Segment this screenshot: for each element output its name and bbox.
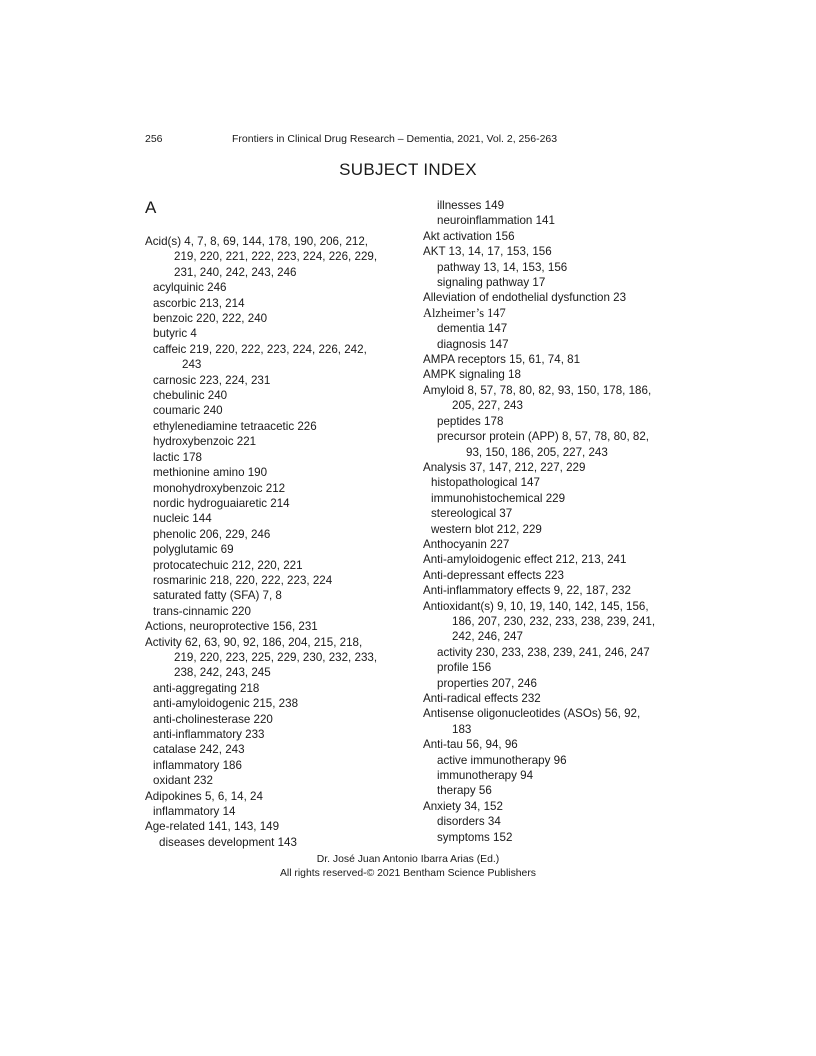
index-subentry (145, 758, 400, 773)
index-entry (423, 290, 688, 305)
index-subentry (145, 835, 400, 850)
entry-text: Anxiety 34, 152 (423, 799, 503, 813)
entry-text: Anti-radical effects 232 (423, 692, 541, 705)
entry-text: polyglutamic 69 (153, 543, 234, 557)
entry-text: nucleic 144 (153, 512, 212, 526)
entry-text: saturated fatty (SFA) 7, 8 (153, 589, 282, 603)
index-subentry (423, 676, 688, 691)
index-subentry (423, 275, 688, 290)
page-title: SUBJECT INDEX (339, 160, 477, 179)
entry-text: oxidant 232 (153, 774, 213, 788)
entry-continuation: 219, 220, 221, 222, 223, 224, 226, 229, (174, 250, 378, 264)
index-subentry (145, 326, 400, 341)
entry-text: neuroinflammation 141 (437, 214, 555, 228)
index-subentry (145, 280, 400, 295)
page-number: 256 (145, 133, 163, 145)
entry-text: anti-amyloidogenic 215, 238 (153, 697, 299, 711)
index-subentry (145, 496, 400, 511)
entry-text: ascorbic 213, 214 (153, 296, 245, 310)
index-entry (145, 635, 400, 681)
index-entry (423, 460, 688, 475)
entry-continuation: 219, 220, 223, 225, 229, 230, 232, 233, (174, 650, 378, 664)
index-subentry (423, 660, 688, 675)
index-subentry (145, 542, 400, 557)
entry-text: Analysis 37, 147, 212, 227, 229 (423, 460, 586, 474)
entry-continuation: 93, 150, 186, 205, 227, 243 (466, 445, 608, 459)
entry-text: diseases development 143 (159, 835, 297, 849)
index-subentry (423, 321, 688, 336)
index-entry (423, 706, 688, 737)
entry-text: methionine amino 190 (153, 466, 268, 480)
index-subentry (145, 388, 400, 403)
entry-text: immunohistochemical 229 (431, 491, 566, 505)
entry-continuation: 183 (452, 722, 472, 736)
index-subentry (145, 773, 400, 788)
entry-text: Adipokines 5, 6, 14, 24 (145, 789, 263, 803)
index-subentry (145, 558, 400, 573)
entry-text: trans-cinnamic 220 (153, 604, 251, 618)
index-entry (423, 552, 688, 567)
entry-text: western blot 212, 229 (431, 522, 542, 536)
entry-text: precursor protein (APP) 8, 57, 78, 80, 82, (437, 430, 650, 444)
index-entry (423, 367, 688, 382)
entry-text: Age-related 141, 143, 149 (145, 820, 280, 834)
entry-text: phenolic 206, 229, 246 (153, 527, 271, 541)
entry-text: ethylenediamine tetraacetic 226 (153, 419, 317, 433)
index-entry (423, 383, 688, 414)
entry-text: Akt activation 156 (423, 229, 515, 243)
index-entry (423, 799, 688, 814)
index-entry (423, 306, 688, 321)
entry-text: Antisense oligonucleotides (ASOs) 56, 92, (423, 707, 641, 721)
entry-text: Amyloid 8, 57, 78, 80, 82, 93, 150, 178, 186, (423, 383, 652, 397)
entry-text: hydroxybenzoic 221 (153, 435, 257, 449)
entry-text: pathway 13, 14, 153, 156 (437, 260, 568, 274)
index-subentry (145, 450, 400, 465)
entry-text: chebulinic 240 (153, 389, 228, 403)
entry-text: acylquinic 246 (153, 281, 227, 295)
entry-text: activity 230, 233, 238, 239, 241, 246, 247 (437, 645, 650, 659)
index-subentry (145, 588, 400, 603)
index-entry (145, 789, 400, 804)
entry-continuation: 243 (182, 358, 202, 372)
index-subentry (423, 522, 688, 537)
index-subentry (145, 712, 400, 727)
index-subentry (145, 419, 400, 434)
index-subentry (145, 804, 400, 819)
index-entry (423, 537, 688, 552)
entry-text: profile 156 (437, 661, 492, 675)
entry-text: active immunotherapy 96 (437, 753, 567, 767)
entry-text: AMPA receptors 15, 61, 74, 81 (423, 353, 581, 367)
index-subentry (423, 768, 688, 783)
entry-continuation: 231, 240, 242, 243, 246 (174, 265, 297, 279)
section-letter: A (145, 198, 157, 217)
index-entry (145, 619, 400, 634)
entry-text: Anthocyanin 227 (423, 537, 510, 551)
entry-text: stereological 37 (431, 507, 513, 521)
index-subentry (145, 465, 400, 480)
entry-text: butyric 4 (153, 327, 197, 341)
entry-text: peptides 178 (437, 414, 504, 428)
index-entry (423, 229, 688, 244)
entry-text: protocatechuic 212, 220, 221 (153, 558, 303, 572)
index-subentry (145, 696, 400, 711)
index-subentry (145, 742, 400, 757)
index-entry (423, 583, 688, 598)
index-subentry (423, 260, 688, 275)
index-subentry (423, 491, 688, 506)
entry-text: catalase 242, 243 (153, 743, 245, 757)
entry-text: Alzheimer’s 147 (423, 305, 506, 320)
entry-text: immunotherapy 94 (437, 769, 534, 783)
running-head: Frontiers in Clinical Drug Research – Dementia, 2021, Vol. 2, 256-263 (232, 133, 558, 145)
index-subentry (423, 213, 688, 228)
entry-text: inflammatory 14 (153, 805, 236, 819)
index-subentry (145, 373, 400, 388)
entry-text: Anti-depressant effects 223 (423, 568, 564, 582)
entry-text: rosmarinic 218, 220, 222, 223, 224 (153, 573, 333, 587)
entry-continuation: 205, 227, 243 (452, 399, 523, 413)
index-entry (423, 737, 688, 752)
page-footer (0, 853, 816, 881)
entry-text: symptoms 152 (437, 830, 513, 844)
entry-continuation: 186, 207, 230, 232, 233, 238, 239, 241, (452, 614, 656, 628)
entry-text: AKT 13, 14, 17, 153, 156 (423, 245, 552, 259)
index-entry (423, 599, 688, 645)
entry-text: anti-cholinesterase 220 (153, 712, 273, 726)
entry-text: Actions, neuroprotective 156, 231 (145, 620, 318, 634)
entry-text: anti-aggregating 218 (153, 681, 260, 695)
index-subentry (423, 830, 688, 845)
index-subentry (423, 337, 688, 352)
index-subentry (423, 506, 688, 521)
index-subentry (423, 198, 688, 213)
entry-text: Anti-tau 56, 94, 96 (423, 738, 518, 752)
entry-text: AMPK signaling 18 (423, 368, 521, 382)
entry-text: Antioxidant(s) 9, 10, 19, 140, 142, 145, 156, (423, 599, 649, 613)
index-subentry (145, 342, 400, 373)
index-subentry (423, 814, 688, 829)
footer-editor: Dr. José Juan Antonio Ibarra Arias (Ed.) (316, 854, 500, 865)
index-subentry (145, 481, 400, 496)
entry-text: properties 207, 246 (437, 676, 537, 690)
entry-text: inflammatory 186 (153, 758, 242, 772)
index-subentry (423, 645, 688, 660)
footer-rights: All rights reserved-© 2021 Bentham Science Publishers (279, 868, 536, 879)
entry-text: disorders 34 (437, 815, 501, 829)
index-subentry (145, 604, 400, 619)
page-header (145, 133, 675, 149)
entry-text: Acid(s) 4, 7, 8, 69, 144, 178, 190, 206, 212, (145, 235, 369, 248)
entry-text: Alleviation of endothelial dysfunction 23 (423, 291, 627, 305)
index-subentry (423, 429, 688, 460)
index-subentry (145, 434, 400, 449)
entry-text: dementia 147 (437, 322, 508, 336)
index-entry (145, 819, 400, 834)
index-entry (145, 234, 400, 280)
index-entry (423, 568, 688, 583)
entry-text: Anti-amyloidogenic effect 212, 213, 241 (423, 553, 627, 567)
index-subentry (145, 527, 400, 542)
entry-continuation: 242, 246, 247 (452, 630, 523, 644)
index-column-right (423, 198, 688, 845)
entry-text: diagnosis 147 (437, 337, 509, 351)
entry-text: benzoic 220, 222, 240 (153, 312, 268, 326)
entry-text: caffeic 219, 220, 222, 223, 224, 226, 242, (153, 342, 367, 356)
index-subentry (423, 783, 688, 798)
entry-text: Anti-inflammatory effects 9, 22, 187, 232 (423, 584, 631, 598)
index-subentry (145, 727, 400, 742)
index-subentry (423, 753, 688, 768)
index-subentry (145, 296, 400, 311)
entry-continuation: 238, 242, 243, 245 (174, 666, 271, 680)
index-subentry (145, 681, 400, 696)
entry-text: Activity 62, 63, 90, 92, 186, 204, 215, 218, (145, 635, 363, 649)
index-subentry (423, 414, 688, 429)
index-subentry (145, 311, 400, 326)
index-column-left (145, 198, 400, 850)
index-subentry (145, 403, 400, 418)
entry-text: anti-inflammatory 233 (153, 728, 265, 741)
entry-text: histopathological 147 (431, 476, 540, 490)
entry-text: therapy 56 (437, 784, 492, 798)
entry-text: lactic 178 (153, 450, 202, 464)
index-subentry (423, 475, 688, 490)
index-subentry (145, 511, 400, 526)
entry-text: nordic hydroguaiaretic 214 (153, 496, 290, 510)
index-entry (423, 244, 688, 259)
entry-text: coumaric 240 (153, 404, 223, 418)
index-entry (423, 691, 688, 706)
index-subentry (145, 573, 400, 588)
entry-text: carnosic 223, 224, 231 (153, 373, 271, 387)
entry-text: illnesses 149 (437, 199, 505, 212)
entry-text: monohydroxybenzoic 212 (153, 481, 286, 495)
index-entry (423, 352, 688, 367)
entry-text: signaling pathway 17 (437, 276, 546, 290)
